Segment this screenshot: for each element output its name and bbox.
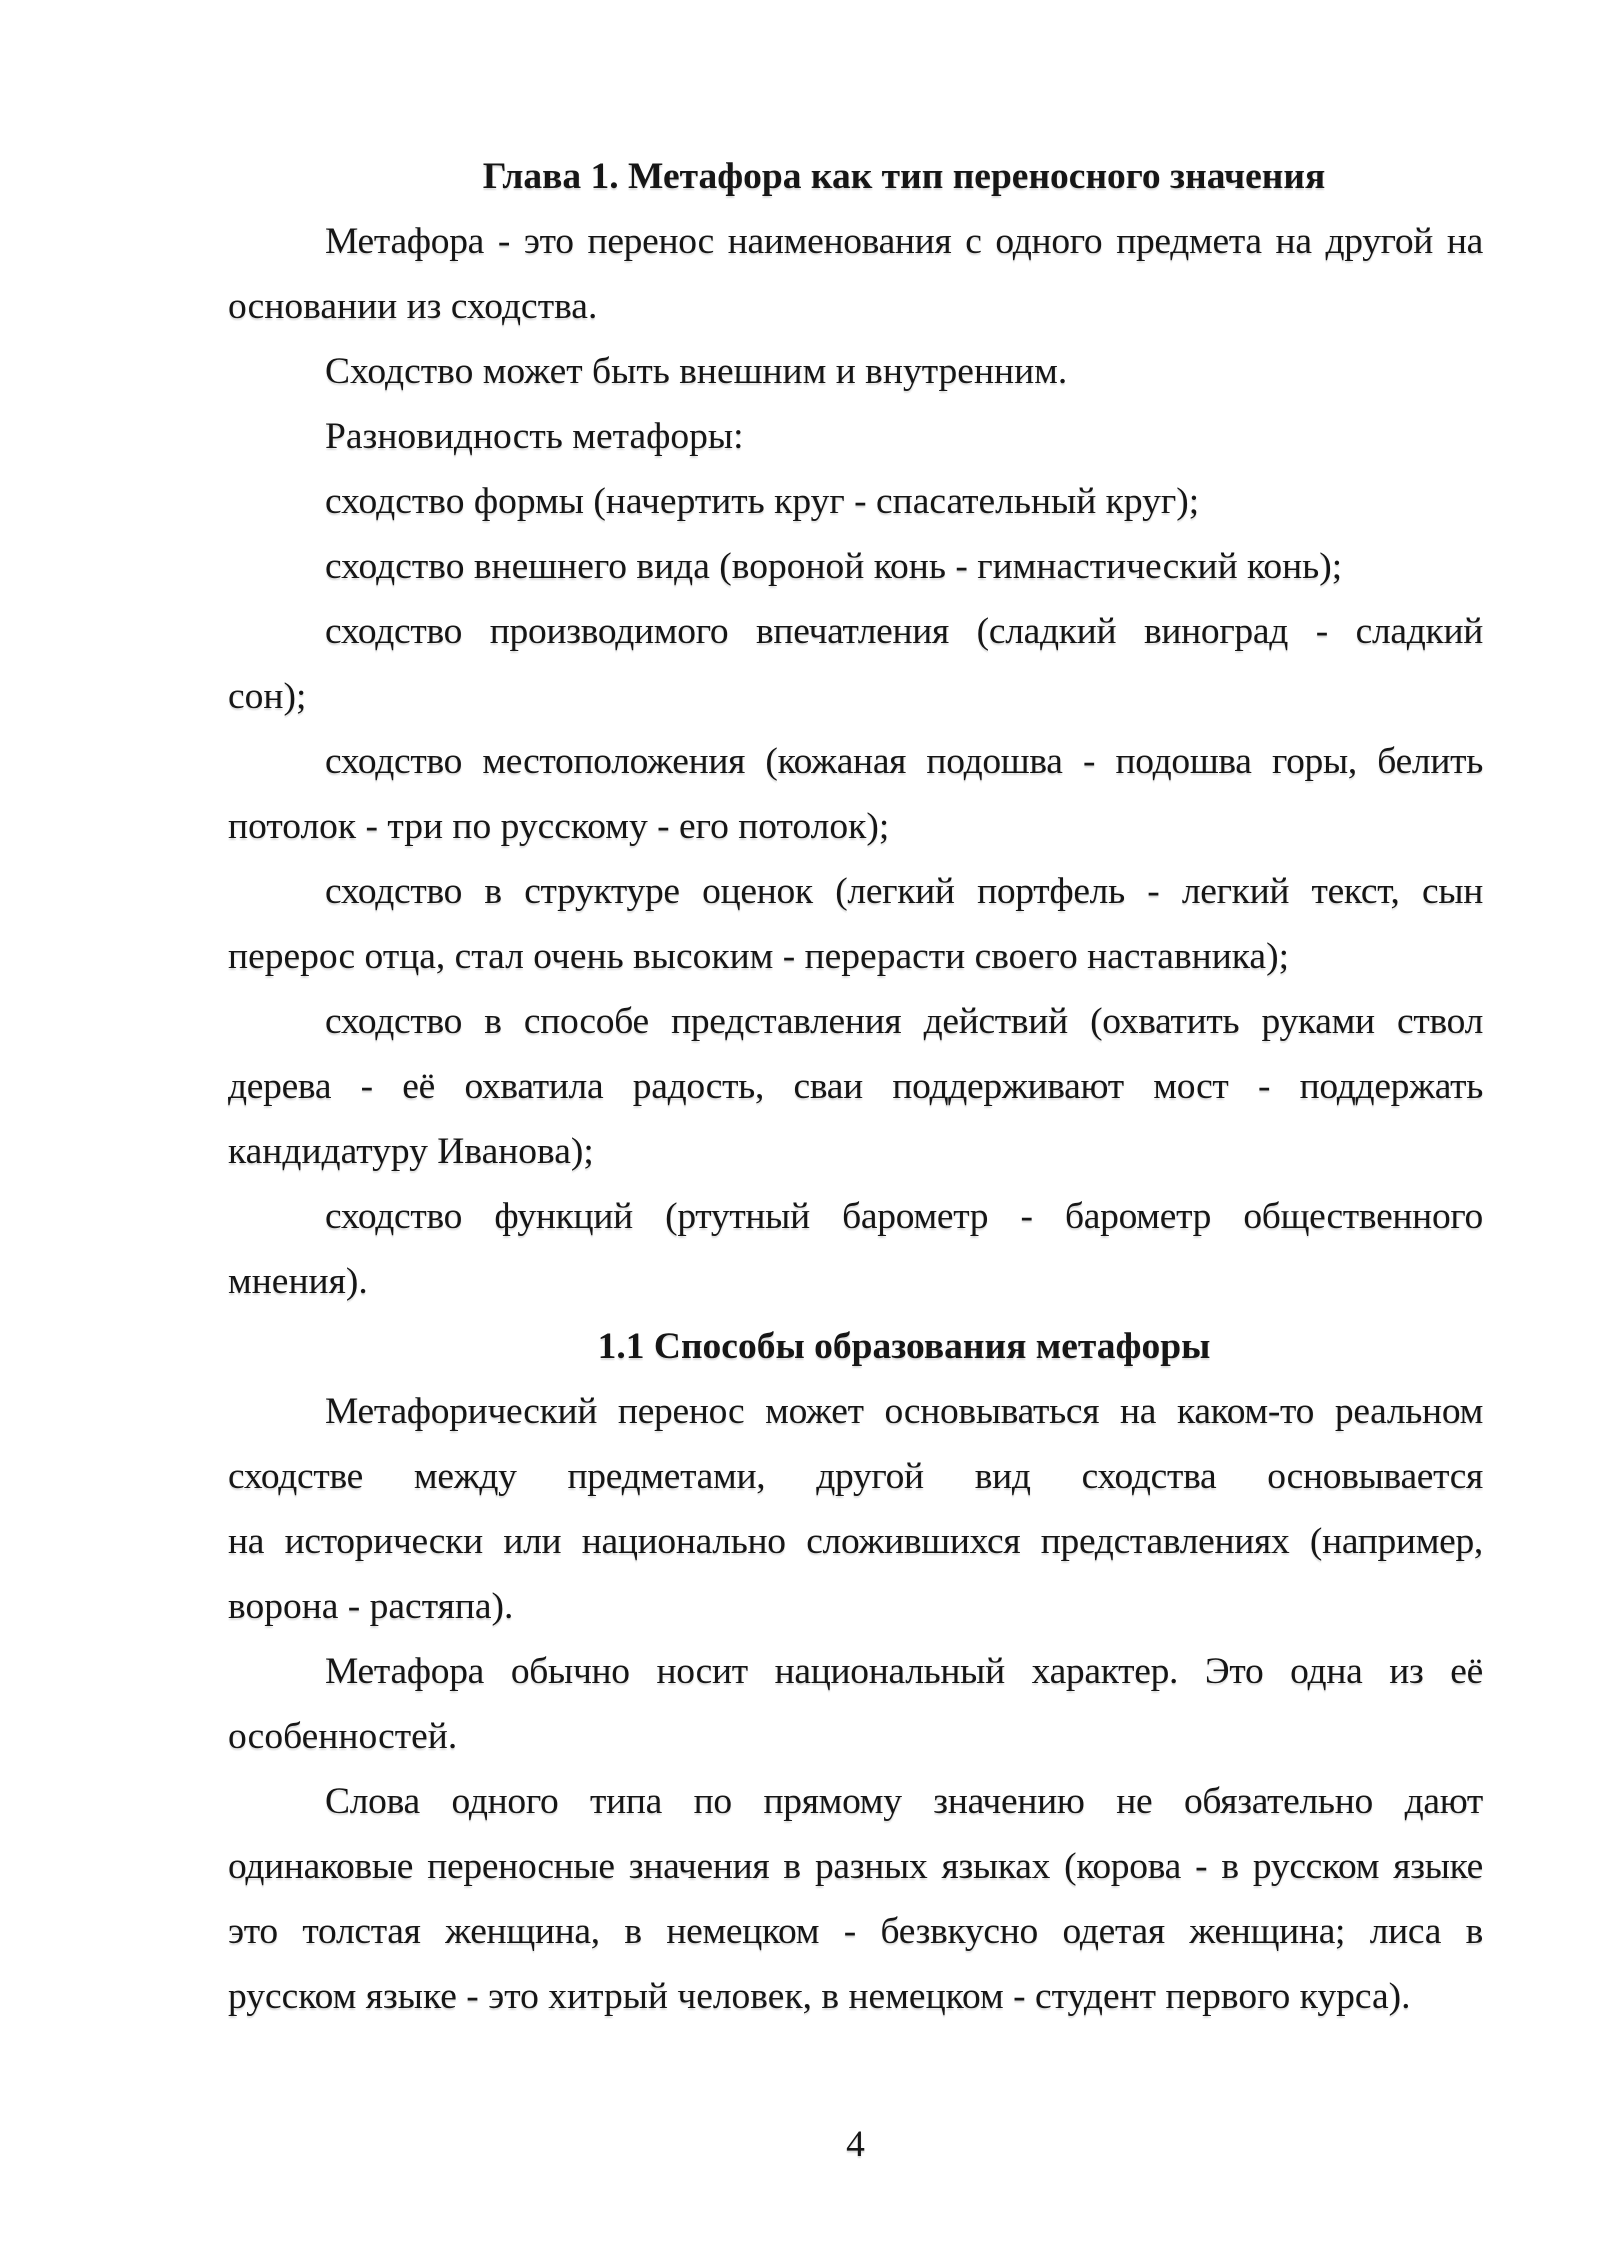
text-line: Слова одного типа по прямому значению не обязательно дают	[325, 1781, 1483, 1822]
text-line: потолок - три по русскому - его потолок);	[228, 806, 890, 847]
text-line: мнения).	[228, 1261, 368, 1302]
text-line: особенностей.	[228, 1716, 458, 1757]
text-line: сон);	[228, 676, 307, 717]
text-line: Метафора - это перенос наименования с одного предмета на другой на	[325, 221, 1483, 262]
text-line: это толстая женщина, в немецком - безвкусно одетая женщина; лиса в	[228, 1911, 1483, 1952]
text-line: Разновидность метафоры:	[325, 416, 744, 457]
text-line: сходство формы (начертить круг - спасательный круг);	[325, 481, 1200, 522]
text-line: одинаковые переносные значения в разных языках (корова - в русском языке	[228, 1846, 1483, 1887]
text-line: русском языке - это хитрый человек, в немецком - студент первого курса).	[228, 1976, 1411, 2017]
page-number: 4	[846, 2124, 865, 2165]
page-content	[228, 144, 1483, 2029]
text-line: основании из сходства.	[228, 286, 598, 327]
text-line: кандидатуру Иванова);	[228, 1131, 594, 1172]
text-line: на исторически или национально сложившихся представлениях (например,	[228, 1521, 1483, 1562]
chapter-heading: Глава 1. Метафора как тип переносного значения	[482, 156, 1326, 197]
text-line: сходство функций (ртутный барометр - барометр общественного	[325, 1196, 1483, 1237]
text-line: сходстве между предметами, другой вид сходства основывается	[228, 1456, 1483, 1497]
section-heading: 1.1 Способы образования метафоры	[597, 1326, 1211, 1367]
text-line: Сходство может быть внешним и внутренним.	[325, 351, 1068, 392]
text-line: сходство местоположения (кожаная подошва - подошва горы, белить	[325, 741, 1483, 782]
text-line: дерева - её охватила радость, сваи поддерживают мост - поддержать	[228, 1066, 1483, 1107]
text-line: Метафорический перенос может основываться на каком-то реальном	[325, 1391, 1483, 1432]
text-line: сходство внешнего вида (вороной конь - гимнастический конь);	[325, 546, 1343, 587]
text-line: перерос отца, стал очень высоким - перерасти своего наставника);	[228, 936, 1289, 977]
text-line: сходство в способе представления действий (охватить руками ствол	[325, 1001, 1483, 1042]
text-line: сходство в структуре оценок (легкий портфель - легкий текст, сын	[325, 871, 1483, 912]
text-line: ворона - растяпа).	[228, 1586, 514, 1627]
text-line: Метафора обычно носит национальный характер. Это одна из её	[325, 1651, 1483, 1692]
text-line: сходство производимого впечатления (сладкий виноград - сладкий	[325, 611, 1483, 652]
